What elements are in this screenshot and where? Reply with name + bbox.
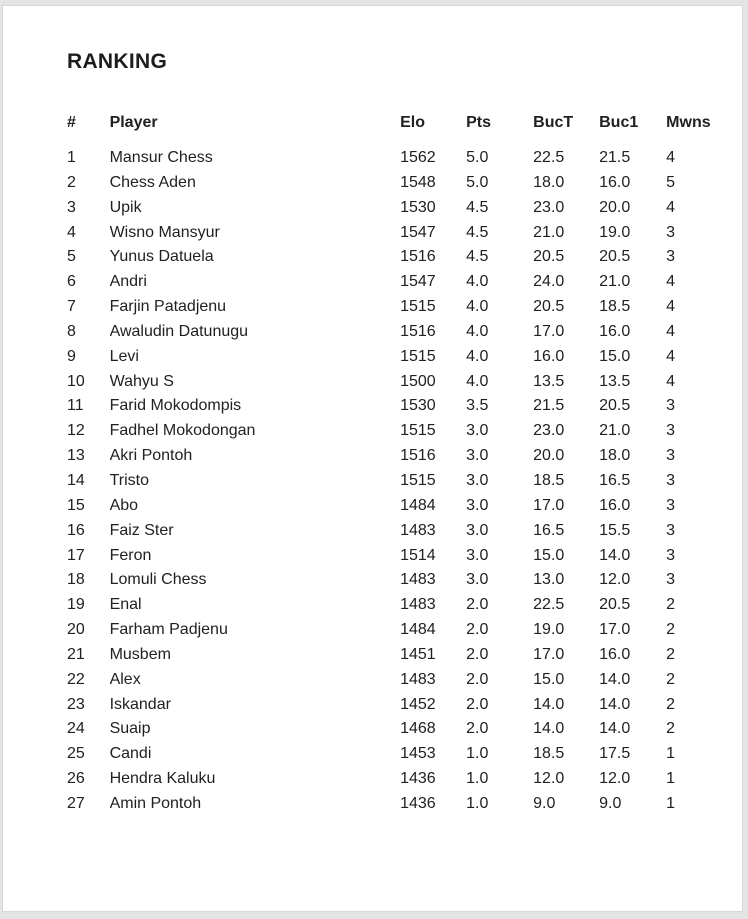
cell-elo: 1483	[400, 596, 436, 614]
cell-pts: 1.0	[466, 770, 489, 788]
cell-mwns: 3	[666, 223, 676, 241]
table-row	[67, 568, 729, 593]
cell-mwns: 3	[666, 496, 676, 514]
cell-player: Farid Mokodompis	[109, 397, 242, 415]
cell-mwns: 4	[666, 149, 676, 166]
cell-player: Upik	[109, 198, 142, 216]
table-body	[67, 146, 729, 817]
cell-rank: 12	[67, 422, 85, 440]
cell-buct: 20.5	[533, 298, 565, 316]
cell-player: Amin Pontoh	[109, 794, 202, 812]
cell-player: Andri	[109, 273, 147, 291]
table-row	[67, 394, 729, 419]
cell-elo: 1515	[400, 347, 436, 365]
cell-rank: 27	[67, 794, 85, 812]
cell-player: Farjin Patadjenu	[109, 298, 227, 316]
cell-mwns: 3	[666, 471, 676, 489]
ranking-card	[2, 5, 743, 912]
table-row	[67, 295, 729, 320]
cell-rank: 1	[67, 149, 76, 166]
table-row	[67, 668, 729, 693]
cell-player: Fadhel Mokodongan	[109, 422, 256, 440]
cell-buc1: 17.0	[599, 621, 631, 639]
ranking-content	[3, 49, 742, 817]
cell-elo: 1483	[400, 571, 436, 589]
cell-buct: 16.0	[533, 347, 565, 365]
table-row	[67, 270, 729, 295]
cell-rank: 24	[67, 720, 85, 738]
cell-player: Enal	[109, 596, 142, 614]
cell-rank: 9	[67, 347, 76, 365]
table-row	[67, 593, 729, 618]
cell-elo: 1530	[400, 198, 436, 216]
table-row	[67, 742, 729, 767]
cell-buct: 12.0	[533, 770, 565, 788]
cell-rank: 4	[67, 223, 76, 241]
cell-buct: 18.0	[533, 173, 565, 191]
cell-player: Farham Padjenu	[109, 621, 228, 639]
header-row	[67, 113, 729, 146]
cell-player: Yunus Datuela	[109, 248, 214, 266]
cell-pts: 3.0	[466, 471, 489, 489]
cell-pts: 4.5	[466, 248, 489, 266]
cell-buc1: 19.0	[599, 223, 631, 241]
col-header-elo: Elo	[400, 114, 425, 131]
cell-buct: 22.5	[533, 596, 565, 614]
table-row	[67, 345, 729, 370]
cell-buc1: 17.5	[599, 745, 631, 763]
col-header-rank: #	[67, 114, 76, 131]
cell-pts: 4.0	[466, 298, 489, 316]
cell-buct: 17.0	[533, 496, 565, 514]
table-row	[67, 643, 729, 668]
cell-buct: 18.5	[533, 745, 565, 763]
table-row	[67, 171, 729, 196]
cell-elo: 1516	[400, 447, 436, 465]
cell-pts: 5.0	[466, 173, 489, 191]
cell-buct: 20.5	[533, 248, 565, 266]
cell-mwns: 1	[666, 770, 676, 788]
cell-buc1: 14.0	[599, 720, 631, 738]
cell-rank: 11	[67, 397, 84, 415]
table-row	[67, 767, 729, 792]
cell-mwns: 4	[666, 198, 676, 216]
cell-player: Mansur Chess	[109, 149, 213, 166]
cell-buc1: 13.5	[599, 372, 631, 390]
cell-elo: 1516	[400, 322, 436, 340]
table-header	[67, 113, 729, 146]
cell-player: Hendra Kaluku	[109, 770, 216, 788]
cell-rank: 26	[67, 770, 85, 788]
cell-buc1: 20.5	[599, 248, 631, 266]
cell-buc1: 21.0	[599, 273, 631, 291]
cell-rank: 23	[67, 695, 85, 713]
cell-pts: 2.0	[466, 621, 489, 639]
cell-mwns: 4	[666, 298, 676, 316]
cell-buct: 9.0	[533, 794, 556, 812]
cell-buc1: 20.5	[599, 397, 631, 415]
cell-elo: 1484	[400, 621, 436, 639]
cell-rank: 7	[67, 298, 76, 316]
cell-rank: 13	[67, 447, 85, 465]
table-row	[67, 221, 729, 246]
table-row	[67, 196, 729, 221]
table-row	[67, 717, 729, 742]
cell-buc1: 14.0	[599, 695, 631, 713]
cell-pts: 3.0	[466, 521, 489, 539]
cell-rank: 3	[67, 198, 76, 216]
cell-rank: 22	[67, 670, 85, 688]
cell-elo: 1515	[400, 422, 436, 440]
cell-buct: 22.5	[533, 149, 565, 166]
cell-buc1: 16.5	[599, 471, 631, 489]
cell-mwns: 3	[666, 521, 676, 539]
cell-buc1: 15.0	[599, 347, 631, 365]
cell-buc1: 16.0	[599, 173, 631, 191]
cell-mwns: 4	[666, 273, 676, 291]
table-row	[67, 519, 729, 544]
cell-rank: 14	[67, 471, 85, 489]
cell-buc1: 20.5	[599, 596, 631, 614]
cell-buct: 21.0	[533, 223, 565, 241]
cell-player: Alex	[109, 670, 141, 688]
cell-rank: 16	[67, 521, 85, 539]
cell-pts: 3.0	[466, 422, 489, 440]
cell-buc1: 14.0	[599, 546, 631, 564]
cell-player: Levi	[109, 347, 139, 365]
cell-mwns: 3	[666, 422, 676, 440]
cell-mwns: 2	[666, 720, 676, 738]
cell-rank: 18	[67, 571, 85, 589]
cell-mwns: 3	[666, 546, 676, 564]
cell-rank: 25	[67, 745, 85, 763]
cell-buc1: 12.0	[599, 770, 631, 788]
cell-buct: 13.5	[533, 372, 565, 390]
cell-buc1: 16.0	[599, 496, 631, 514]
cell-pts: 3.0	[466, 496, 489, 514]
cell-buct: 19.0	[533, 621, 565, 639]
cell-player: Faiz Ster	[109, 521, 174, 539]
cell-elo: 1483	[400, 670, 436, 688]
cell-elo: 1484	[400, 496, 436, 514]
cell-buc1: 12.0	[599, 571, 631, 589]
table-row	[67, 245, 729, 270]
table-row	[67, 469, 729, 494]
cell-buc1: 15.5	[599, 521, 631, 539]
cell-pts: 3.0	[466, 447, 489, 465]
cell-pts: 3.0	[466, 546, 489, 564]
cell-pts: 2.0	[466, 645, 489, 663]
cell-buct: 14.0	[533, 695, 565, 713]
cell-player: Candi	[109, 745, 152, 763]
cell-buc1: 21.5	[599, 149, 631, 166]
col-header-player: Player	[109, 114, 158, 131]
cell-player: Lomuli Chess	[109, 571, 207, 589]
cell-buct: 15.0	[533, 670, 565, 688]
table-row	[67, 792, 729, 817]
cell-buc1: 18.0	[599, 447, 631, 465]
page-title: RANKING	[67, 50, 168, 73]
cell-buct: 17.0	[533, 322, 565, 340]
cell-buct: 18.5	[533, 471, 565, 489]
cell-buc1: 21.0	[599, 422, 631, 440]
cell-elo: 1515	[400, 471, 436, 489]
cell-mwns: 1	[666, 745, 676, 763]
cell-elo: 1483	[400, 521, 436, 539]
cell-pts: 3.0	[466, 571, 489, 589]
cell-buct: 23.0	[533, 422, 565, 440]
cell-elo: 1500	[400, 372, 436, 390]
cell-mwns: 1	[666, 794, 676, 812]
cell-pts: 1.0	[466, 794, 489, 812]
cell-elo: 1530	[400, 397, 436, 415]
cell-mwns: 4	[666, 322, 676, 340]
cell-player: Awaludin Datunugu	[109, 322, 249, 340]
cell-rank: 21	[67, 645, 85, 663]
table-row	[67, 618, 729, 643]
cell-mwns: 3	[666, 571, 676, 589]
table-row	[67, 370, 729, 395]
col-header-pts: Pts	[466, 114, 491, 131]
table-row	[67, 494, 729, 519]
cell-pts: 4.5	[466, 198, 489, 216]
cell-pts: 2.0	[466, 720, 489, 738]
cell-mwns: 5	[666, 173, 676, 191]
cell-rank: 8	[67, 322, 76, 340]
cell-pts: 2.0	[466, 695, 489, 713]
cell-buc1: 16.0	[599, 322, 631, 340]
cell-mwns: 2	[666, 621, 676, 639]
cell-pts: 2.0	[466, 670, 489, 688]
cell-player: Musbem	[109, 645, 171, 663]
cell-mwns: 4	[666, 347, 676, 365]
table-row	[67, 693, 729, 718]
cell-pts: 4.0	[466, 322, 489, 340]
table-row	[67, 320, 729, 345]
cell-rank: 17	[67, 546, 85, 564]
cell-elo: 1453	[400, 745, 436, 763]
cell-elo: 1562	[400, 149, 436, 166]
cell-rank: 5	[67, 248, 76, 266]
ranking-table	[67, 113, 729, 817]
cell-buct: 14.0	[533, 720, 565, 738]
cell-mwns: 2	[666, 670, 676, 688]
cell-player: Wisno Mansyur	[109, 223, 220, 241]
col-header-buct: BucT	[533, 114, 574, 131]
cell-pts: 4.0	[466, 372, 489, 390]
cell-buc1: 18.5	[599, 298, 631, 316]
cell-buct: 21.5	[533, 397, 565, 415]
cell-mwns: 2	[666, 645, 676, 663]
cell-elo: 1514	[400, 546, 436, 564]
cell-rank: 20	[67, 621, 85, 639]
cell-mwns: 4	[666, 372, 676, 390]
cell-player: Iskandar	[109, 695, 171, 713]
cell-player: Abo	[109, 496, 139, 514]
cell-buct: 16.5	[533, 521, 565, 539]
cell-elo: 1547	[400, 223, 436, 241]
cell-buct: 13.0	[533, 571, 565, 589]
cell-pts: 4.5	[466, 223, 489, 241]
cell-pts: 5.0	[466, 149, 489, 166]
cell-pts: 3.5	[466, 397, 489, 415]
cell-player: Wahyu S	[109, 372, 174, 390]
col-header-mwns: Mwns	[666, 114, 711, 131]
cell-elo: 1547	[400, 273, 436, 291]
cell-rank: 19	[67, 596, 85, 614]
cell-buc1: 20.0	[599, 198, 631, 216]
cell-elo: 1516	[400, 248, 436, 266]
cell-elo: 1515	[400, 298, 436, 316]
cell-pts: 2.0	[466, 596, 489, 614]
cell-rank: 2	[67, 173, 76, 191]
table-row	[67, 419, 729, 444]
cell-mwns: 3	[666, 248, 676, 266]
cell-rank: 15	[67, 496, 85, 514]
cell-elo: 1468	[400, 720, 436, 738]
table-row	[67, 146, 729, 171]
cell-player: Suaip	[109, 720, 151, 738]
cell-rank: 6	[67, 273, 76, 291]
cell-buct: 20.0	[533, 447, 565, 465]
cell-buc1: 14.0	[599, 670, 631, 688]
cell-buc1: 9.0	[599, 794, 622, 812]
cell-elo: 1451	[400, 645, 436, 663]
cell-pts: 4.0	[466, 273, 489, 291]
cell-buct: 23.0	[533, 198, 565, 216]
cell-player: Tristo	[109, 471, 149, 489]
cell-buct: 15.0	[533, 546, 565, 564]
table-row	[67, 544, 729, 569]
cell-mwns: 3	[666, 447, 676, 465]
cell-pts: 1.0	[466, 745, 489, 763]
cell-player: Chess Aden	[109, 173, 196, 191]
cell-mwns: 2	[666, 596, 676, 614]
cell-player: Feron	[109, 546, 152, 564]
cell-buc1: 16.0	[599, 645, 631, 663]
cell-buct: 24.0	[533, 273, 565, 291]
cell-rank: 10	[67, 372, 85, 390]
cell-player: Akri Pontoh	[109, 447, 193, 465]
cell-elo: 1452	[400, 695, 436, 713]
cell-pts: 4.0	[466, 347, 489, 365]
table-row	[67, 444, 729, 469]
cell-buct: 17.0	[533, 645, 565, 663]
cell-elo: 1436	[400, 770, 436, 788]
cell-mwns: 3	[666, 397, 676, 415]
col-header-buc1: Buc1	[599, 114, 639, 131]
cell-mwns: 2	[666, 695, 676, 713]
cell-elo: 1436	[400, 794, 436, 812]
cell-elo: 1548	[400, 173, 436, 191]
